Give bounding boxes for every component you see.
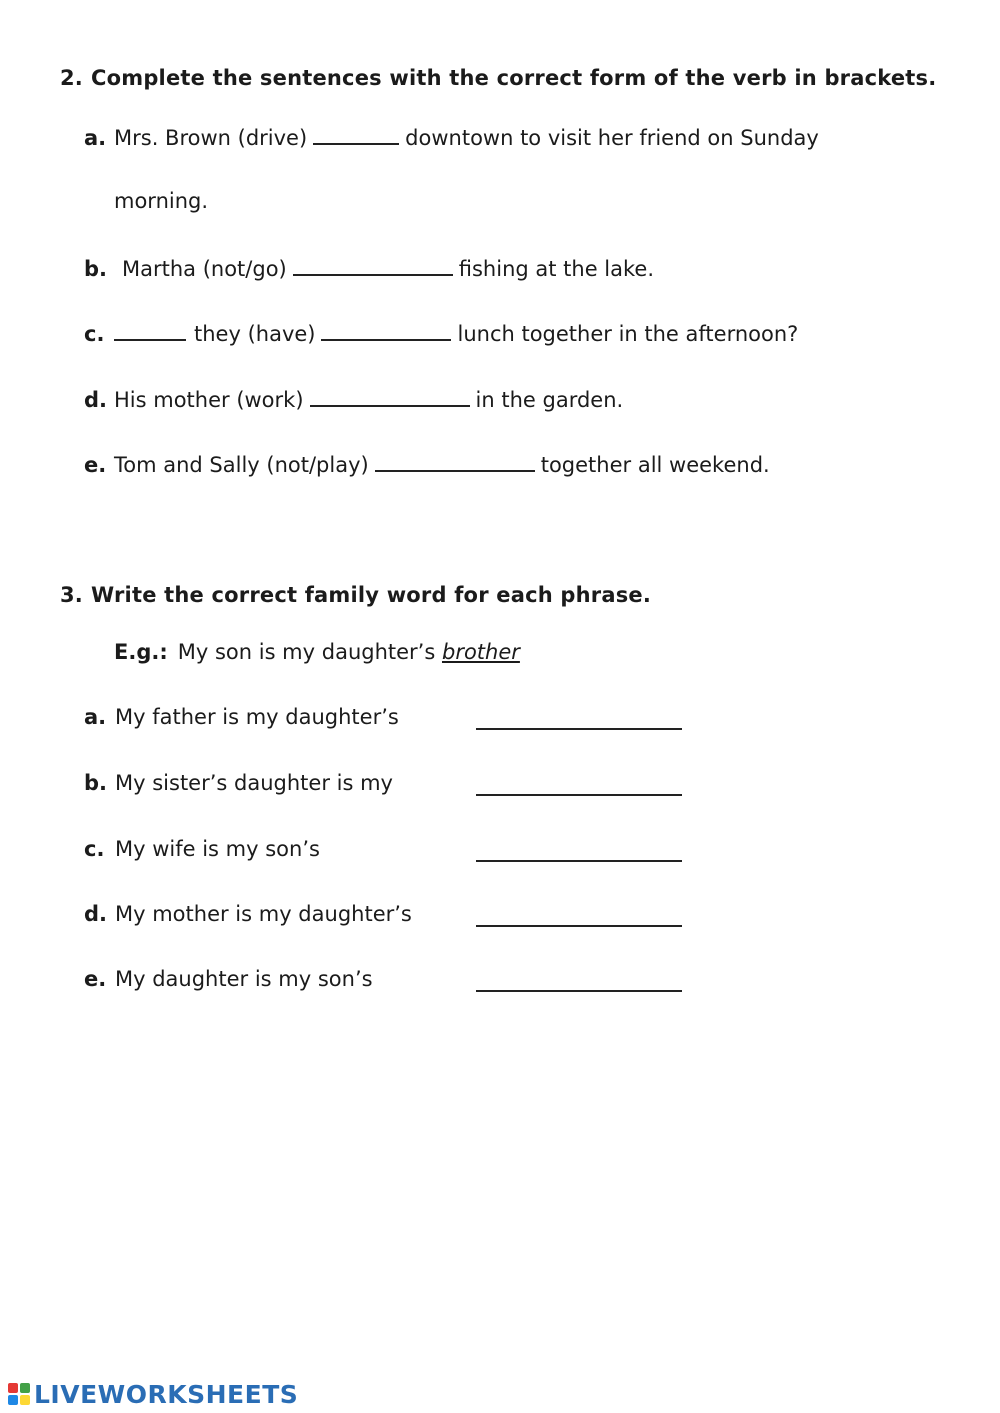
exercise-2a	[84, 121, 819, 153]
logo-text: LIVEWORKSHEETS	[34, 1379, 299, 1409]
exercise-3c	[84, 834, 704, 864]
exercise-3d	[84, 899, 704, 929]
item-letter: b.	[84, 771, 108, 795]
section-2-number: 2.	[60, 66, 83, 90]
item-phrase: My father is my daughter’s	[115, 705, 399, 729]
exercise-2c	[84, 317, 798, 349]
liveworksheets-logo[interactable]	[8, 1380, 298, 1408]
exercise-2a-continuation: morning.	[114, 189, 209, 213]
answer-blank-3c[interactable]	[476, 836, 682, 862]
item-letter: a.	[84, 705, 107, 729]
answer-blank-3b[interactable]	[476, 770, 682, 796]
item-phrase: My mother is my daughter’s	[115, 902, 412, 926]
example-answer: brother	[441, 640, 520, 664]
item-letter: e.	[84, 453, 107, 477]
exercise-3b	[84, 768, 704, 798]
logo-square-red	[8, 1383, 18, 1393]
item-letter: d.	[84, 902, 108, 926]
item-text-before: His mother (work)	[114, 388, 304, 412]
item-phrase: My sister’s daughter is my	[115, 771, 393, 795]
section-3-number: 3.	[60, 583, 83, 607]
item-text-before: Mrs. Brown (drive)	[114, 126, 308, 150]
answer-blank-2e[interactable]	[375, 448, 535, 472]
answer-blank-2b[interactable]	[293, 252, 453, 276]
item-text-after: together all weekend.	[540, 453, 770, 477]
item-text-after: in the garden.	[475, 388, 624, 412]
answer-blank-3a[interactable]	[476, 704, 682, 730]
item-text-before: Martha (not/go)	[122, 257, 287, 281]
logo-square-green	[20, 1383, 30, 1393]
item-text-after: lunch together in the afternoon?	[457, 322, 799, 346]
section-2-title: Complete the sentences with the correct form of the verb in brackets.	[91, 66, 937, 90]
exercise-2e	[84, 448, 770, 480]
answer-blank-2c-2[interactable]	[321, 317, 451, 341]
logo-grid-icon	[8, 1383, 30, 1405]
answer-blank-3e[interactable]	[476, 966, 682, 992]
item-letter: e.	[84, 967, 107, 991]
item-text-after: downtown to visit her friend on Sunday	[405, 126, 819, 150]
item-phrase: My wife is my son’s	[115, 837, 320, 861]
answer-blank-2a[interactable]	[313, 121, 399, 145]
item-letter: a.	[84, 126, 107, 150]
logo-square-yellow	[20, 1395, 30, 1405]
answer-blank-2d[interactable]	[310, 383, 470, 407]
item-text-middle: they (have)	[194, 322, 316, 346]
item-letter: c.	[84, 322, 105, 346]
item-letter: c.	[84, 837, 105, 861]
section-3-heading	[60, 580, 651, 610]
example-line	[114, 637, 520, 667]
exercise-2d	[84, 383, 623, 415]
exercise-2b	[84, 252, 654, 284]
item-letter: d.	[84, 388, 108, 412]
section-2-heading	[60, 63, 936, 93]
exercise-3e	[84, 964, 704, 994]
logo-square-blue	[8, 1395, 18, 1405]
example-label: E.g.:	[114, 640, 168, 664]
item-letter: b.	[84, 257, 108, 281]
section-3-title: Write the correct family word for each phrase.	[91, 583, 652, 607]
exercise-3a	[84, 702, 704, 732]
item-text-before: Tom and Sally (not/play)	[114, 453, 369, 477]
example-text: My son is my daughter’s	[177, 640, 436, 664]
answer-blank-3d[interactable]	[476, 901, 682, 927]
item-text-after: fishing at the lake.	[458, 257, 655, 281]
answer-blank-2c-1[interactable]	[114, 317, 186, 341]
item-phrase: My daughter is my son’s	[115, 967, 373, 991]
